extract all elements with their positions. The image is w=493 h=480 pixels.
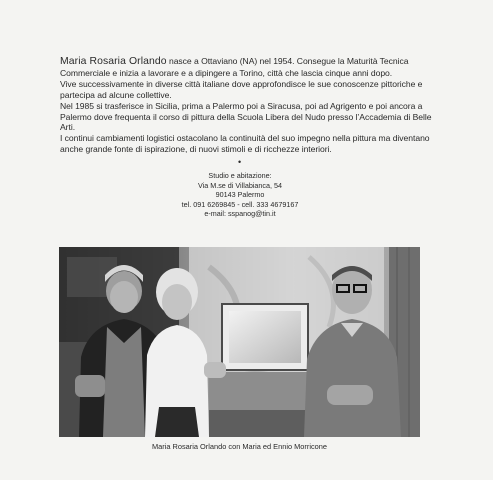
artist-name: Maria Rosaria Orlando	[60, 56, 167, 67]
bio-paragraph-2: Vive successivamente in diverse città italiane dove approfondisce le sue conoscenze pittoriche e partecipa ad alcune collettive.	[60, 78, 423, 100]
separator-bullet: •	[238, 157, 242, 167]
contact-heading: Studio e abitazione:	[208, 171, 272, 180]
bio-paragraph-1	[60, 56, 435, 79]
contact-phones: tel. 091 6269845 - cell. 333 4679167	[181, 199, 299, 209]
photo-caption: Maria Rosaria Orlando con Maria ed Ennio Morricone	[152, 442, 327, 451]
contact-street: Via M.se di Villabianca, 54	[197, 180, 283, 190]
contact-block	[150, 171, 330, 219]
bio-paragraph-3: Nel 1985 si trasferisce in Sicilia, prima a Palermo poi a Siracusa, poi ad Agrigento e poi ancora a Palermo dove frequenta il corso di pittura della Scuola Libera del Nudo presso l’Accademia di Belle Arti.	[60, 100, 432, 133]
biography	[60, 56, 435, 155]
group-photo	[59, 247, 420, 437]
bio-paragraph-1-text: nasce a Ottaviano (NA) nel 1954. Consegue la Maturità Tecnica Commerciale e inizia a lavorare e a dipingere a Torino, città che lascia cinque anni dopo.	[60, 56, 409, 78]
group-photo-illustration	[59, 247, 420, 437]
contact-email: e-mail: sspanog@tin.it	[204, 209, 276, 219]
contact-city: 90143 Palermo	[215, 190, 265, 200]
bio-paragraph-4: I continui cambiamenti logistici ostacolano la continuità del suo impegno nella pittura ma diventano anche grande fonte di ispirazione, di nuovi stimoli e di ricchezze interiori.	[60, 133, 430, 155]
